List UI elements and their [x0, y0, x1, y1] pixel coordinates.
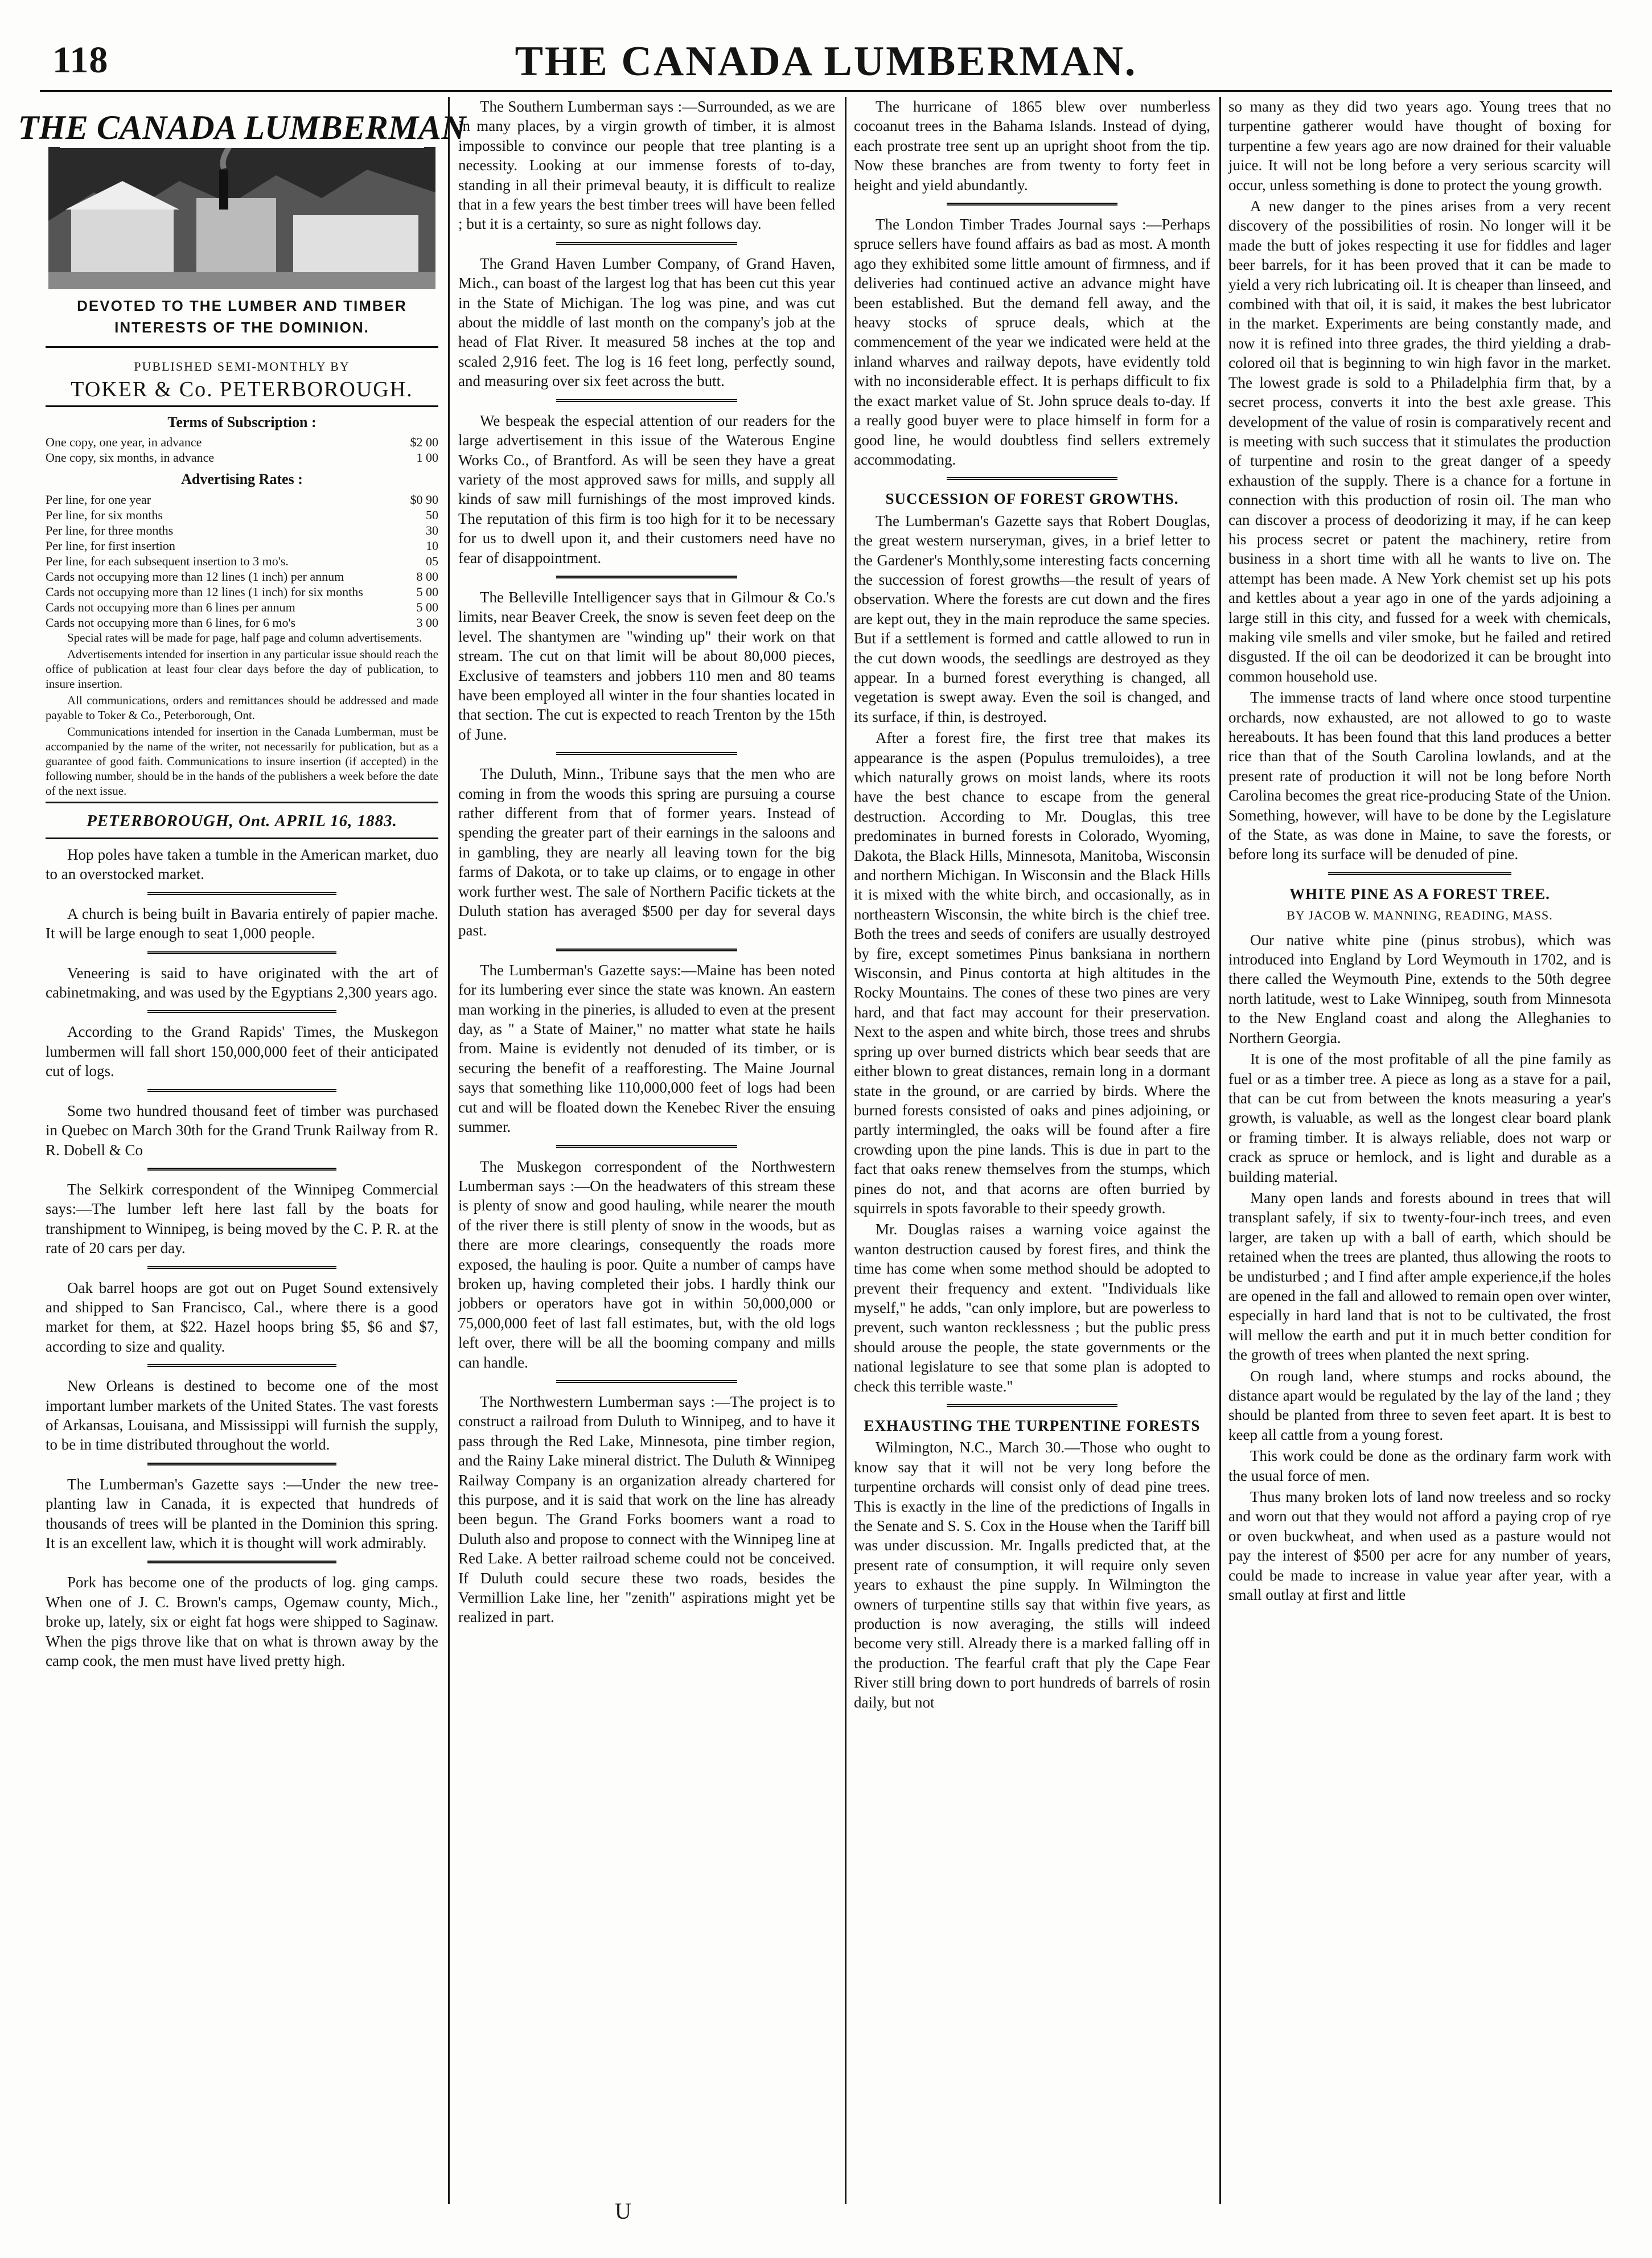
news-paragraph: Oak barrel hoops are got out on Puget Sound extensively and shipped to San Francisco, Cal., where there is a good market for them, at $22. Hazel hoops bring $5, $6 and $7, according to size and quality.	[46, 1279, 438, 1355]
publication-note: Special rates will be made for page, half page and column advertisements.	[67, 630, 422, 644]
news-paragraph: The Muskegon correspondent of the Northwestern Lumberman says :—On the headwaters of this stream these is plenty of snow and good hauling, while nearer the mouth of the river there is still plenty of snow in the woods, but as there are more clearings, consequently the roads more exposed, the hauling is poor. Quite a number of camps have broken up, having completed their jobs. I hardly think our jobbers or operators have got in within 50,000,000 or 75,000,000 feet of last fall estimates, but, with the old logs left over, there will be all the booming company and mills can handle.	[458, 1157, 835, 1371]
news-paragraph: The Selkirk correspondent of the Winnipeg Commercial says:—The lumber left here last fall by the boats for transhipment to Winnipeg, is being moved by the C. P. R. at the rate of 20 cars per day.	[46, 1180, 438, 1257]
article-paragraph: A new danger to the pines arises from a very recent discovery of the possibilities of rosin. No longer will it be made the butt of jokes respecting it use for fiddles and lager beer barrels, for it has been proved that it can be made to yield a very rich lubricating oil. It is cheaper than linseed, and combined with that oil, it is said, it makes the best lubricator in the market. Experiments are being constantly made, and now it is refined into three grades, the third yielding a drab-colored oil that is beginning to win high favor in the market. The lowest grade is sold to a Philadelphia firm that, by a secret process, converts it into the best axle grease. This development of the value of rosin is comparatively recent and is meeting with such success that it stimulates the production of turpentine and rosin to the great danger of a speedy exhaustion of the supply. There is a chance for a fortune in connection with this production of rosin oil. The man who can discover a process of deodorizing it may, if he can keep his process secret or patent the machinery, retire from business in a short time with all he wants to live on. The attempt has been made. A New York chemist set up his pots and kettles about a year ago in one of the yards adjoining a large still in this city, and fussed for a week with chemicals, making vile smells and viler smoke, but he failed and retired disgusted. If the oil can be deodorized it can be brought into common household use.	[1228, 198, 1611, 685]
publication-note: Communications intended for insertion in the Canada Lumberman, must be accompanied by the name of the writer, not necessarily for publication, but as a guarantee of good faith. Communications to insure insertion (if accepted) in the following number, should be in the hands of the publishers a week before the date of the next issue.	[46, 724, 438, 798]
divider	[46, 346, 438, 348]
issue-dateline: PETERBOROUGH, Ont. APRIL 16, 1883.	[87, 811, 397, 830]
item-separator	[556, 1380, 737, 1383]
header-rule	[40, 90, 1612, 92]
advertising-rate: Per line, for three months 30	[46, 523, 438, 537]
item-separator	[556, 242, 737, 245]
item-separator	[556, 752, 737, 755]
item-separator	[556, 576, 737, 578]
item-separator	[947, 1404, 1117, 1407]
news-paragraph: Pork has become one of the products of log. ging camps. When one of J. C. Brown's camps, Ogemaw county, Mich., broke up, lately, six or eight fat hogs were shipped to Saginaw. When the pigs throve like that on what is thrown away by the camp cook, the men must have lived pretty high.	[46, 1574, 438, 1670]
news-paragraph: The hurricane of 1865 blew over numberless cocoanut trees in the Bahama Islands. Instead of dying, each prostrate tree sent up an upright shoot from the tip. Now these branches are from twenty to forty feet in height and yield abundantly.	[854, 98, 1210, 194]
page-number: 118	[52, 39, 109, 81]
column-1	[18, 97, 466, 2204]
article-paragraph: After a forest fire, the first tree that makes its appearance is the aspen (Populus tremuloides), a tree which naturally grows on moist lands, where its roots have the best chance to escape from the general destruction. According to Mr. Douglas, this tree predominates in burned forests in Colorado, Wyoming, Dakota, the Black Hills, Minnesota, Manitoba, Wisconsin and northern Michigan. In Wisconsin and the Black Hills it is mixed with the white birch, and occasionally, as in northeastern Wisconsin, the white birch is the chief tree. Both the trees and seeds of conifers are usually destroyed by fire, except sometimes Pinus banksiana in northern Wisconsin, and Pinus contorta at high altitudes in the Rocky Mountains. The cones of these two pines are very hard, and that fact may account for their preservation. Next to the aspen and white birch, those trees and shrubs spring up over burned districts which bear seeds that are either blown to great distances, remain long in a dormant state in the ground, or are carried by birds. Where the burned forests consisted of oaks and pines adjoining, or partly intermingled, the oaks will be found after a fire crowding upon the pine lands. This is due in part to the fact that oaks renew themselves from the stumps, which pines do not, and that acorns are often burried by squirrels in spots favorable to their speedy growth.	[854, 729, 1210, 1217]
divider	[46, 405, 438, 407]
news-paragraph: The Belleville Intelligencer says that in Gilmour & Co.'s limits, near Beaver Creek, the snow is seven feet deep on the level. The shantymen are "winding up" their work on that stream. The cut on that limit will be about 80,000 pieces, Exclusive of teamsters and jobbers 110 men and 80 teams have been employed all winter in the four shanties located in that section. The cut is expected to reach Trenton by the 15th of June.	[458, 588, 835, 743]
item-separator	[147, 1089, 336, 1092]
news-paragraph: New Orleans is destined to become one of the most important lumber markets of the United States. The vast forests of Arkansas, Louisana, and Mississippi will furnish the supply, to be in time distributed throughout the world.	[46, 1377, 438, 1454]
advertising-rate: Cards not occupying more than 12 lines (1 inch) for six months 5 00	[46, 584, 438, 599]
advertising-rate: Cards not occupying more than 12 lines (1 inch) per annum 8 00	[46, 569, 438, 584]
advertising-rate: Per line, for first insertion 10	[46, 538, 438, 553]
divider	[46, 837, 438, 839]
article-paragraph: Many open lands and forests abound in trees that will transplant safely, if six to twenty-four-inch trees, and even larger, are taken up with a ball of earth, which should be retained when the trees are planted, thus allowing the roots to be undisturbed ; and I find after ample experience,if the holes are opened in the fall and allowed to remain open over winter, especially in hard land that is not to be cultivated, the frost will mellow the earth and put it in much better condition for the growth of trees when planted the next spring.	[1228, 1189, 1611, 1364]
news-paragraph: The Grand Haven Lumber Company, of Grand Haven, Mich., can boast of the largest log that has been cut this year in the State of Michigan. The log was pine, and was cut about the middle of last month on the company's job at the head of Flat River. It measured 58 inches at the top and scaled 2,916 feet. The log is 16 feet long, perfectly sound, and measuring over six feet across the butt.	[458, 254, 835, 390]
column-rule	[448, 97, 450, 2204]
article-heading: EXHAUSTING THE TURPENTINE FORESTS	[864, 1417, 1201, 1434]
column-2	[458, 97, 835, 2204]
article-byline: BY JACOB W. MANNING, READING, MASS.	[1287, 908, 1553, 923]
article-paragraph: Wilmington, N.C., March 30.—Those who ought to know say that it will not be very long before the turpentine orchards will consist only of dead pine trees. This is exactly in the line of the predictions of Ingalls in the Senate and S. S. Cox in the House when the Tariff bill was under discussion. Mr. Ingalls predicted that, at the present rate of consumption, it will require only seven years to exhaust the pine supply. In Wilmington the owners of turpentine stills say that within five years, as production is now averaging, the stills will indeed become very still. Already there is a marked falling off in the production. The fearful craft that ply the Cape Fear River still bring down to port hundreds of barrels of rosin daily, but not	[854, 1439, 1210, 1711]
publication-note: Advertisements intended for insertion in any particular issue should reach the office of publication at least four clear days before the day of publication, to insure insertion.	[46, 647, 438, 691]
advertising-rate: Cards not occupying more than 6 lines, for 6 mo's 3 00	[46, 615, 438, 630]
newspaper-title: THE CANADA LUMBERMAN.	[515, 38, 1137, 85]
article-heading: SUCCESSION OF FOREST GROWTHS.	[885, 490, 1179, 508]
advertising-rate: Cards not occupying more than 6 lines per annum 5 00	[46, 600, 438, 614]
news-paragraph: The Northwestern Lumberman says :—The project is to construct a railroad from Duluth to Winnipeg, and to have it pass through the Red Lake, Minnesota, pine timber region, and the Rainy Lake mineral district. The Duluth & Winnipeg Railway Company is an organization already chartered for this purpose, and it is said that work on the line has already been begun. The Grand Forks boomers want a road to Duluth also and propose to connect with the Winnipeg line at Red Lake. A better railroad scheme could not be conceived. If Duluth could secure these two roads, besides the Vermillion Lake line, her "zenith" aspirations might yet be realized in part.	[458, 1393, 835, 1626]
item-separator	[947, 477, 1117, 480]
news-paragraph: Hop poles have taken a tumble in the American market, duo to an overstocked market.	[46, 846, 438, 883]
item-separator	[1328, 872, 1512, 875]
logo-lettering: THE CANADA LUMBERMAN	[18, 109, 466, 146]
advertising-rate: Per line, for each subsequent insertion to 3 mo's. 05	[46, 553, 438, 568]
article-paragraph: Mr. Douglas raises a warning voice against the wanton destruction caused by forest fires, and think the time has come when some method should be adopted to prevent their frequency and extent. "Individuals like myself," he adds, "can only implore, but are powerless to prevent, such wanton recklessness ; but the public press should arouse the people, the state governments or the national legislature to see that some plan is adopted to check this terrible waste."	[854, 1221, 1210, 1395]
item-separator	[147, 1168, 336, 1171]
article-paragraph: This work could be done as the ordinary farm work with the usual force of men.	[1228, 1447, 1611, 1484]
advertising-rate: Per line, for one year $0 90	[46, 492, 438, 507]
news-paragraph: The Southern Lumberman says :—Surrounded, as we are in many places, by a virgin growth of timber, it is almost impossible to convince our people that tree planting is a necessity. Looking at our immense forests of to-day, standing in all their primeval beauty, it is difficult to realize that in a few years the best timber trees will have been felled ; but it is a certainty, so sure as night follows day.	[458, 98, 835, 233]
article-heading: WHITE PINE AS A FOREST TREE.	[1289, 885, 1550, 902]
column-rule	[845, 97, 846, 2204]
item-separator	[147, 951, 336, 954]
news-paragraph: According to the Grand Rapids' Times, the Muskegon lumbermen will fall short 150,000,000 feet of their anticipated cut of logs.	[46, 1023, 438, 1080]
news-paragraph: The Lumberman's Gazette says :—Under the new tree-planting law in Canada, it is expected that hundreds of thousands of trees will be planted in the Dominion this spring. It is an excellent law, which it is thought will work admirably.	[46, 1475, 438, 1551]
item-separator	[147, 1463, 336, 1465]
article-paragraph: It is one of the most profitable of all the pine family as fuel or as a timber tree. A piece as long as a stave for a pail, that can be cut from between the knots measuring a year's growth, is valuable, as well as the longest clear board plank or framing timber. It is always reliable, does not warp or crack as spruce or hemlock, and is light and durable as a building material.	[1228, 1050, 1611, 1185]
masthead-logo	[18, 101, 466, 289]
published-label: PUBLISHED SEMI-MONTHLY BY	[134, 359, 350, 373]
item-separator	[147, 1266, 336, 1269]
article-paragraph: The immense tracts of land where once stood turpentine orchards, now exhausted, are not allowed to go to waste hereabouts. It has been found that this land produces a better rice than that of the South Carolina lowlands, and at the present rate of production it will not be long before North Carolina becomes the great rice-producing State of the Union. Something, however, will have to be done by the Legislature of the State, as was done in Maine, to save the forests, or before long its surface will be denuded of pine.	[1228, 689, 1611, 863]
advertising-rate: Per line, for six months 50	[46, 507, 438, 522]
news-paragraph: The Duluth, Minn., Tribune says that the men who are coming in from the woods this spring are pursuing a course rather different from that of former years. Instead of spending the greater part of their earnings in the saloons and in gambling, they are nearly all leaving town for the big farms of Dakota, or to take up claims, or to engage in other work further west. The sale of Northern Pacific tickets at the Duluth station has averaged $500 per day for several days past.	[458, 765, 835, 939]
publisher-name: TOKER & Co. PETERBOROUGH.	[71, 377, 413, 402]
item-separator	[947, 203, 1117, 206]
column-4	[1228, 97, 1611, 2204]
news-paragraph: The London Timber Trades Journal says :—Perhaps spruce sellers have found affairs as bad as most. A month ago they exhibited some little amount of firmness, and if deliveries had continued active an advance might have been established. But the demand fell away, and the heavy stocks of spruce deals, which at the commencement of the year we indicated were held at the inland wharves and railway depots, have evidently told with no inconsiderable effect. It is perhaps difficult to fix the exact market value of St. John spruce deals to-day. If a really good buyer were to place himself in form for a good line, he would doubtless find sellers extremely accommodating.	[854, 216, 1210, 468]
item-separator	[147, 1561, 336, 1563]
item-separator	[556, 949, 737, 951]
publication-note: All communications, orders and remittances should be addressed and made payable to Toker & Co., Peterborough, Ont.	[46, 693, 438, 722]
article-paragraph: so many as they did two years ago. Young trees that no turpentine gatherer would have thought of boxing for turpentine a few years ago are now drained for their valuable juice. It will not be long before a very serious scarcity will occur, unless something is done to protect the young growth.	[1228, 98, 1611, 194]
subscription-heading: Terms of Subscription :	[167, 413, 317, 430]
subscription-rate: One copy, one year, in advance $2 00	[46, 435, 438, 450]
article-paragraph: Our native white pine (pinus strobus), which was introduced into England by Lord Weymouth in 1702, and is there called the Weymouth Pine, extends to the 50th degree north latitude, west to Lake Winnipeg, south from Minnesota to the New England coast and along the Alleghanies to Northern Georgia.	[1228, 931, 1611, 1046]
advertising-heading: Advertising Rates :	[181, 471, 303, 488]
masthead-motto: DEVOTED TO THE LUMBER AND TIMBER INTERESTS OF THE DOMINION.	[77, 297, 407, 336]
item-separator	[147, 1010, 336, 1013]
article-paragraph: On rough land, where stumps and rocks abound, the distance apart would be regulated by the lay of the land ; they should be planted from three to seven feet apart. It is best to keep all cattle from a young forest.	[1228, 1367, 1611, 1443]
news-paragraph: Veneering is said to have originated with the art of cabinetmaking, and was used by the Egyptians 2,300 years ago.	[46, 964, 438, 1001]
news-paragraph: Some two hundred thousand feet of timber was purchased in Quebec on March 30th for the Grand Trunk Railway from R. R. Dobell & Co	[46, 1102, 438, 1159]
news-paragraph: The Lumberman's Gazette says:—Maine has been noted for its lumbering ever since the state was known. An eastern man working in the pineries, is alluded to even at the present day, as " a State of Mainer," no matter what state he hails from. Maine is evidently not denuded of its timber, or is securing the benefit of a reafforesting. The Maine Journal says that something like 110,000,000 feet of logs had been cut and will be floated down the Kenebec River the ensuing summer.	[458, 961, 835, 1136]
article-paragraph: Thus many broken lots of land now treeless and so rocky and worn out that they would not afford a paying crop of rye or oven buckwheat, and when used as a pasture would not pay the interest of $500 per acre for any number of years, could be made to increase in value year after year, with a small outlay at first and little	[1228, 1488, 1611, 1604]
footer-mark: U	[615, 2198, 631, 2224]
divider	[46, 802, 438, 803]
item-separator	[556, 1145, 737, 1148]
column-3	[854, 97, 1210, 2204]
news-paragraph: We bespeak the especial attention of our readers for the large advertisement in this issue of the Waterous Engine Works Co., of Brantford. As will be seen they have a great variety of the most approved saws for mills, and supply all kinds of saw mill furnishings of the most improved kinds. The reputation of this firm is too high for it to be necessary for us to dwell upon it, and their customers need have no fear of disappointment.	[458, 412, 835, 566]
article-paragraph: The Lumberman's Gazette says that Robert Douglas, the great western nurseryman, gives, in a brief letter to the Gardener's Monthly,some interesting facts concerning the succession of forest growths—the result of years of observation. Where the forests are cut down and the fires are kept out, they in the main reproduce the same species. But if a settlement is formed and cattle allowed to run in the cut down woods, the seedlings are destroyed as they appear. In a burned forest everything is changed, all vegetation is swept away. Even the soil is changed, and its surface, if thin, is destroyed.	[854, 512, 1210, 725]
subscription-rate: One copy, six months, in advance 1 00	[46, 450, 438, 465]
column-rule	[1219, 97, 1221, 2204]
item-separator	[147, 892, 336, 895]
page-header	[40, 24, 1612, 92]
item-separator	[556, 399, 737, 402]
news-paragraph: A church is being built in Bavaria entirely of papier mache. It will be large enough to seat 1,000 people.	[46, 905, 438, 942]
item-separator	[147, 1364, 336, 1367]
